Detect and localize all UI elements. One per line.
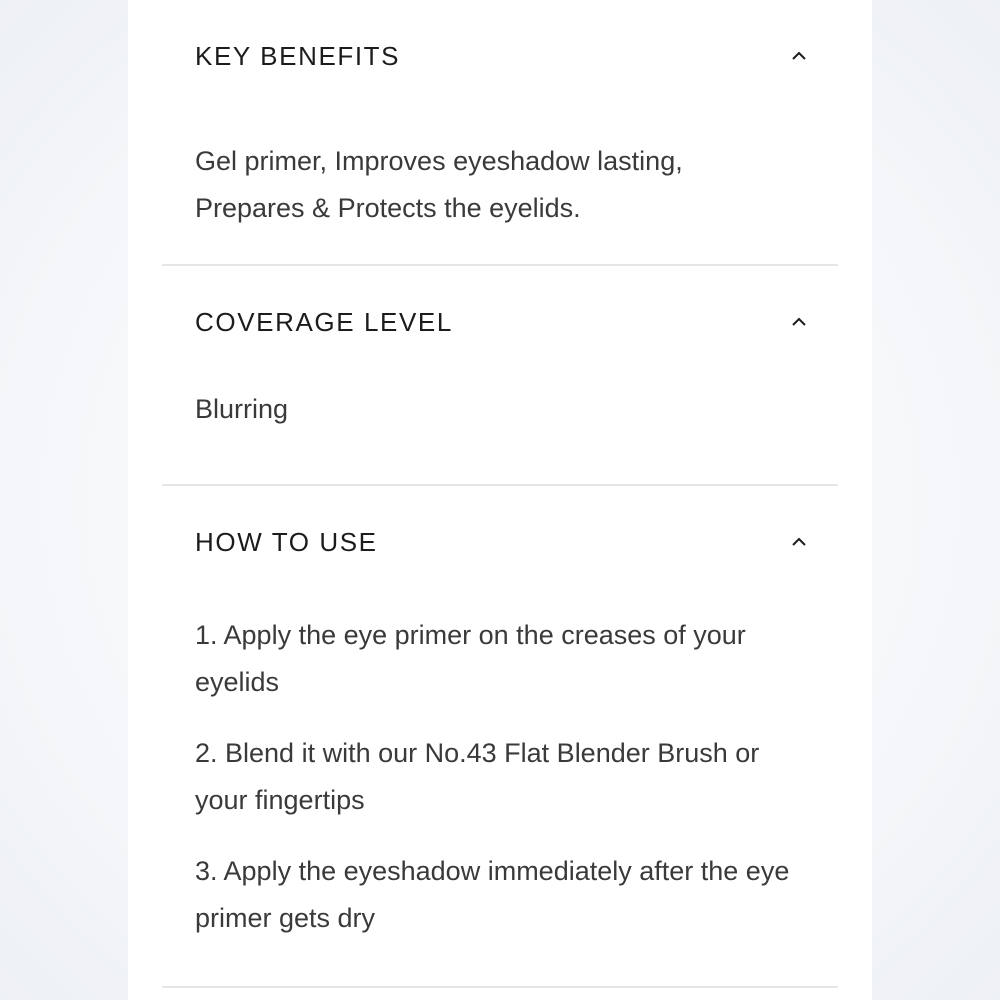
instruction-step: 2. Blend it with our No.43 Flat Blender Brush or your fingertips	[195, 738, 760, 815]
accordion-header-key-benefits[interactable]	[162, 0, 838, 112]
accordion-section-coverage-level	[162, 266, 838, 486]
section-body: Blurring	[195, 394, 289, 424]
accordion	[162, 0, 838, 988]
section-title: HOW TO USE	[195, 526, 378, 557]
section-body	[162, 598, 838, 942]
chevron-up-icon[interactable]	[790, 313, 808, 331]
section-title: COVERAGE LEVEL	[195, 306, 453, 337]
accordion-section-how-to-use	[162, 486, 838, 988]
accordion-section-key-benefits	[162, 0, 838, 266]
chevron-up-icon[interactable]	[790, 533, 808, 551]
accordion-header-coverage-level[interactable]	[162, 266, 838, 378]
section-title: KEY BENEFITS	[195, 40, 401, 71]
instruction-step: 3. Apply the eyeshadow immediately after the eye primer gets dry	[195, 856, 790, 933]
section-body: Gel primer, Improves eyeshadow lasting, Prepares & Protects the eyelids.	[195, 146, 683, 223]
accordion-header-how-to-use[interactable]	[162, 486, 838, 598]
chevron-up-icon[interactable]	[790, 47, 808, 65]
product-details-panel	[128, 0, 872, 1000]
instruction-step: 1. Apply the eye primer on the creases of your eyelids	[195, 620, 746, 697]
